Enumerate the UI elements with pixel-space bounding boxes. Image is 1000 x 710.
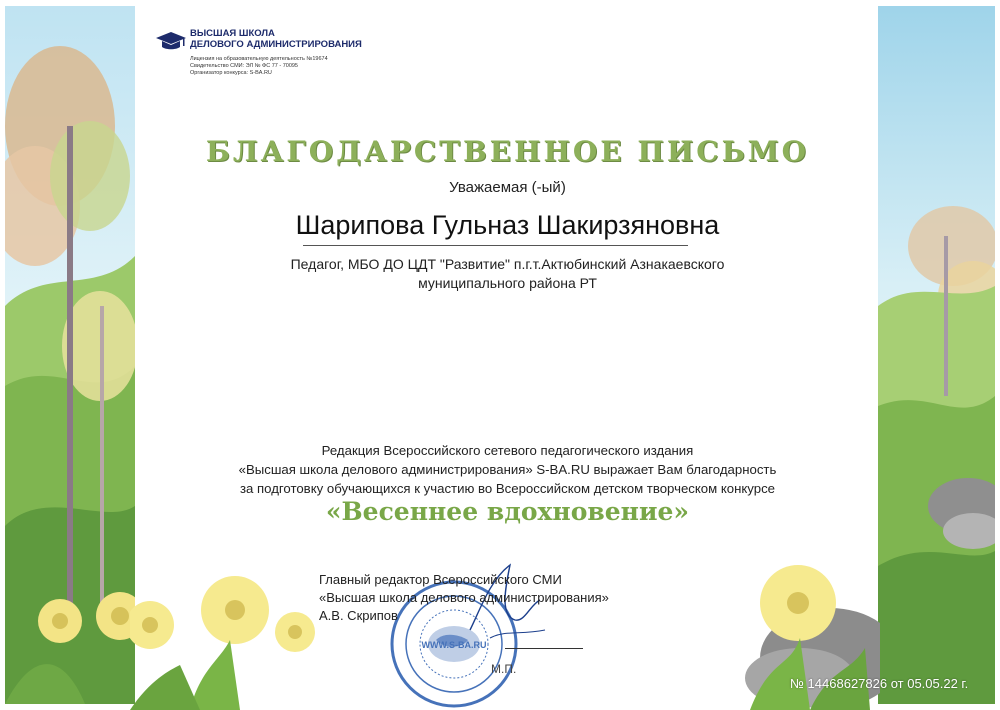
- letter-title: БЛАГОДАРСТВЕННОЕ ПИСЬМО: [205, 135, 810, 168]
- organization-name-line2: ДЕЛОВОГО АДМИНИСТРИРОВАНИЯ: [190, 39, 362, 50]
- organizer-text: Организатор конкурса: S-BA.RU: [190, 70, 272, 76]
- certificate-number: № 14468627826 от 05.05.22 г.: [790, 676, 969, 691]
- organization-name: [190, 28, 362, 50]
- body-line1: Редакция Всероссийского сетевого педагогического издания: [321, 443, 694, 458]
- contest-name: «Весеннее вдохновение»: [325, 497, 690, 526]
- salutation: Уважаемая (-ый): [449, 179, 566, 196]
- letter-body: [180, 441, 835, 498]
- recipient-position: [240, 255, 775, 293]
- left-spring-illustration: [5, 6, 135, 704]
- signature-block: [319, 571, 609, 625]
- name-underline: [303, 245, 688, 246]
- seal-place-label: М.П.: [491, 662, 517, 676]
- right-spring-illustration: [878, 6, 995, 704]
- body-line3: за подготовку обучающихся к участию во Всероссийском детском творческом конкурсе: [239, 481, 776, 496]
- body-line2: «Высшая школа делового администрирования» S-BA.RU выражает Вам благодарность: [238, 462, 777, 477]
- media-certificate-text: Свидетельство СМИ: ЭЛ № ФС 77 - 70095: [190, 63, 298, 69]
- signer-role-line2: «Высшая школа делового администрирования»: [319, 590, 609, 605]
- bottom-left-flowers-illustration: [130, 570, 330, 710]
- organization-name-line1: ВЫСШАЯ ШКОЛА: [190, 28, 275, 39]
- position-line2: муниципального района РТ: [418, 275, 597, 291]
- signer-role-line1: Главный редактор Всероссийского СМИ: [319, 572, 562, 587]
- organization-details: [190, 56, 328, 77]
- signer-name: А.В. Скрипов: [319, 608, 398, 623]
- stamp-url-text: WWW.S-BA.RU: [421, 640, 487, 650]
- recipient-name: Шарипова Гульназ Шакирзяновна: [295, 210, 720, 240]
- graduation-cap-icon: [156, 30, 186, 52]
- signature-line: [505, 648, 583, 649]
- position-line1: Педагог, МБО ДО ЦДТ "Развитие" п.г.т.Актюбинский Азнакаевского: [290, 256, 725, 272]
- license-text: Лицензия на образовательную деятельность №19674: [190, 56, 328, 62]
